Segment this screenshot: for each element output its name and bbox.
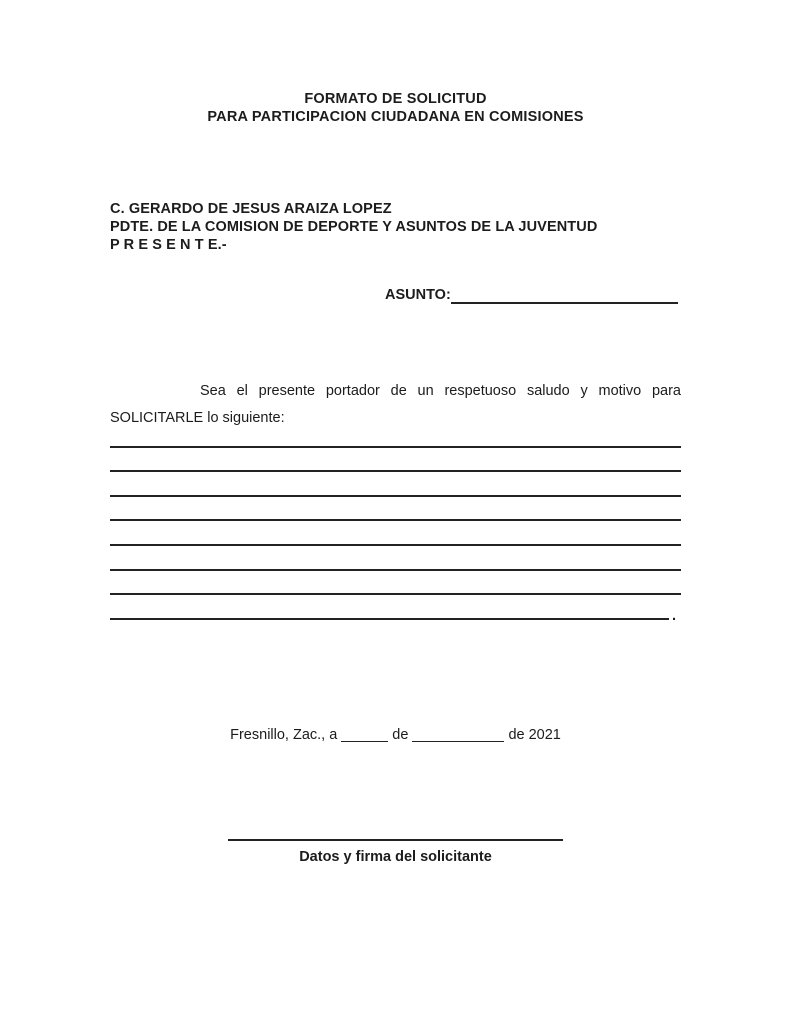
request-lines	[110, 423, 681, 624]
request-blank-line[interactable]	[110, 571, 681, 596]
request-blank-line[interactable]	[110, 423, 681, 448]
document-title	[0, 90, 791, 126]
body-paragraph	[110, 381, 681, 428]
document-title-line2: PARA PARTICIPACION CIUDADANA EN COMISIONES	[207, 109, 584, 125]
date-line	[0, 726, 791, 744]
request-blank-line[interactable]	[110, 497, 681, 522]
document-title-line1: FORMATO DE SOLICITUD	[304, 91, 487, 107]
body-text-line2: SOLICITARLE lo siguiente:	[110, 410, 285, 426]
trailing-period: .	[672, 607, 677, 624]
recipient-salutation: P R E S E N T E.-	[110, 237, 227, 253]
subject-row	[385, 286, 678, 304]
request-blank-line[interactable]	[110, 595, 677, 624]
request-blank-line[interactable]	[110, 546, 681, 571]
date-day-blank-field[interactable]	[341, 730, 388, 742]
recipient-position: PDTE. DE LA COMISION DE DEPORTE Y ASUNTOS DE LA JUVENTUD	[110, 219, 598, 235]
signature-blank-field[interactable]	[228, 839, 563, 841]
request-blank-line[interactable]	[110, 521, 681, 546]
signature-caption: Datos y firma del solicitante	[299, 849, 492, 865]
date-month-blank-field[interactable]	[412, 730, 504, 742]
date-prefix: Fresnillo, Zac., a	[230, 727, 338, 743]
recipient-block	[110, 200, 597, 254]
subject-blank-field[interactable]	[451, 288, 678, 304]
subject-label: ASUNTO:	[385, 287, 451, 303]
recipient-name: C. GERARDO DE JESUS ARAIZA LOPEZ	[110, 201, 392, 217]
request-blank-line[interactable]	[110, 472, 681, 497]
date-suffix: de 2021	[508, 727, 561, 743]
body-text-line1: Sea el presente portador de un respetuoso saludo y motivo para	[200, 383, 681, 399]
request-blank-line[interactable]	[110, 448, 681, 473]
date-connector: de	[392, 727, 409, 743]
